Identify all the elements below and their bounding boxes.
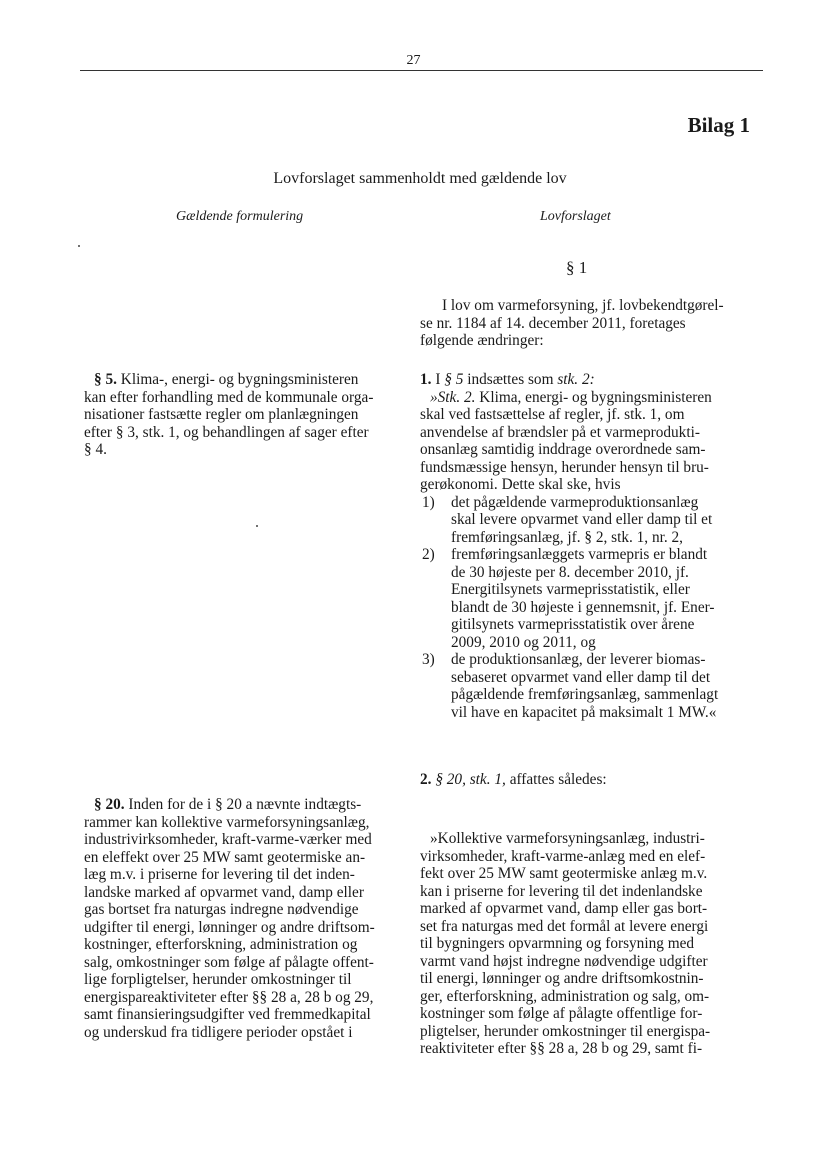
condition-number: 1) (422, 493, 435, 511)
right-column-heading: Lovforslaget (540, 209, 611, 224)
condition-line: skal levere opvarmet vand eller damp til et (451, 511, 713, 528)
section-20-line: læg m.v. i priserne for levering til det inden- (84, 866, 355, 883)
stk-2-text: Klima, energi- og bygningsministeren (479, 388, 712, 406)
change-2-line: virksomheder, kraft-varme-anlæg med en elef- (420, 847, 706, 865)
condition-item (420, 546, 746, 651)
section-20-line: udgifter til energi, lønninger og andre driftsom- (84, 918, 375, 936)
condition-number: 3) (422, 651, 435, 668)
section-20-line: landske marked af opvarmet vand, damp eller (84, 883, 364, 901)
condition-line: 2009, 2010 og 2011, og (451, 633, 596, 651)
section-20-line: kostninger, efterforskning, administration og (84, 936, 358, 953)
intro-line: I lov om varmeforsyning, jf. lovbekendtgørel- (442, 297, 724, 314)
condition-line: de 30 højeste per 8. december 2010, jf. (451, 563, 689, 581)
change-2-line: til bygningers opvarmning og forsyning med (420, 935, 695, 952)
section-20-text: Inden for de i § 20 a nævnte indtægts- (128, 796, 362, 813)
condition-item (420, 494, 746, 547)
change-1-middle: indsættes som (467, 371, 554, 388)
current-section-5 (84, 371, 396, 459)
change-1-target: stk. 2: (557, 371, 595, 388)
left-column-heading: Gældende formulering (176, 209, 304, 224)
section-20-label: § 20. (94, 796, 125, 813)
change-2-line: til energi, lønninger og andre driftsomkostnin- (420, 970, 704, 987)
document-title: Lovforslaget sammenholdt med gældende lov (273, 170, 567, 187)
appendix-label: Bilag 1 (687, 113, 750, 137)
stk-2-line: gerøkonomi. Dette skal ske, hvis (420, 476, 621, 493)
change-2-line: kostninger som følge af pålagte offentlige for- (420, 1005, 703, 1022)
section-5-line: nisationer fastsætte regler om planlægningen (84, 406, 359, 423)
proposal-change-1 (420, 371, 746, 721)
section-20-line: lige forpligtelser, herunder omkostninger til (84, 971, 352, 988)
change-2-line: varmt vand højst indregne nødvendige udgifter (420, 952, 708, 970)
condition-line: vil have en kapacitet på maksimalt 1 MW.« (451, 703, 717, 721)
section-20-line: og underskud fra tidligere perioder opstået i (84, 1023, 353, 1041)
section-20-line: industrivirksomheder, kraft-varme-værker med (84, 831, 372, 848)
section-5-line: § 4. (84, 441, 107, 458)
section-20-line: gas bortset fra naturgas indregne nødvendige (84, 901, 359, 918)
proposal-change-2-text (420, 830, 746, 1058)
section-5-line: kan efter forhandling med de kommunale orga- (84, 388, 374, 406)
condition-line: fremføringsanlæggets varmepris er blandt (451, 546, 708, 563)
section-5-line: efter § 3, stk. 1, og behandlingen af sager efter (84, 423, 369, 441)
stk-2-label: »Stk. 2. (430, 388, 476, 406)
condition-item (420, 651, 746, 721)
change-2-line: marked af opvarmet vand, damp eller gas bort- (420, 900, 708, 917)
condition-list (420, 494, 746, 722)
change-2-number: 2. (420, 771, 432, 788)
change-1-prefix: I (435, 371, 441, 388)
section-20-line: rammer kan kollektive varmeforsyningsanlæg, (84, 813, 370, 831)
condition-line: det pågældende varmeproduktionsanlæg (451, 493, 699, 511)
change-2-line: pligtelser, herunder omkostninger til energispa- (420, 1022, 711, 1040)
condition-number: 2) (422, 546, 435, 563)
change-2-line: kan i priserne for levering til det indenlandske (420, 882, 703, 900)
intro-line: se nr. 1184 af 14. december 2011, foretages (420, 314, 686, 332)
condition-line: de produktionsanlæg, der leverer biomas- (451, 651, 706, 668)
scan-speck (256, 525, 258, 527)
section-20-line: energispareaktiviteter efter §§ 28 a, 28 b og 29, (84, 988, 374, 1006)
change-2-ref: § 20, stk. 1, (435, 771, 506, 788)
section-20-line: en eleffekt over 25 MW samt geotermiske an- (84, 848, 366, 866)
header-rule (80, 70, 763, 71)
change-1-number: 1. (420, 371, 432, 388)
change-2-line: set fra naturgas med det formål at levere energi (420, 917, 709, 935)
section-20-line: salg, omkostninger som følge af pålagte offent- (84, 953, 374, 971)
section-5-label: § 5. (94, 371, 117, 388)
condition-line: gitilsynets varmeprisstatistik over årene (451, 616, 695, 633)
section-20-line: samt finansieringsudgifter ved fremmedkapital (84, 1006, 371, 1023)
condition-line: pågældende fremføringsanlæg, sammenlagt (451, 686, 719, 703)
scan-speck (78, 245, 80, 247)
condition-line: Energitilsynets varmeprisstatistik, eller (451, 581, 690, 598)
change-2-line: »Kollektive varmeforsyningsanlæg, industri- (430, 830, 705, 847)
stk-2-line: onsanlæg samtidig inddrage overordnede sam- (420, 441, 706, 458)
section-5-text: Klima-, energi- og bygningsministeren (120, 371, 359, 388)
change-2-line: reaktiviteter efter §§ 28 a, 28 b og 29, samt fi- (420, 1040, 703, 1057)
current-section-20 (84, 796, 396, 1041)
page-number: 27 (406, 53, 421, 68)
stk-2-line: fundsmæssige hensyn, herunder hensyn til bru- (420, 458, 709, 476)
change-1-ref: § 5 (444, 371, 464, 388)
condition-line: sebaseret opvarmet vand eller damp til det (451, 668, 711, 686)
section-mark: § 1 (566, 258, 588, 277)
condition-line: fremføringsanlæg, jf. § 2, stk. 1, nr. 2, (451, 528, 683, 546)
stk-2-line: anvendelse af brændsler på et varmeprodukti- (420, 423, 700, 441)
change-2-rest: affattes således: (509, 771, 607, 788)
proposal-change-2-heading (420, 771, 746, 789)
change-2-line: ger, efterforskning, administration og salg, om- (420, 987, 710, 1005)
intro-line: følgende ændringer: (420, 332, 544, 349)
amendment-intro (420, 297, 746, 350)
condition-line: blandt de 30 højeste i gennemsnit, jf. Ener- (451, 598, 715, 616)
change-2-line: fekt over 25 MW samt geotermiske anlæg m.v. (420, 865, 708, 882)
stk-2-line: skal ved fastsættelse af regler, jf. stk. 1, om (420, 406, 685, 423)
